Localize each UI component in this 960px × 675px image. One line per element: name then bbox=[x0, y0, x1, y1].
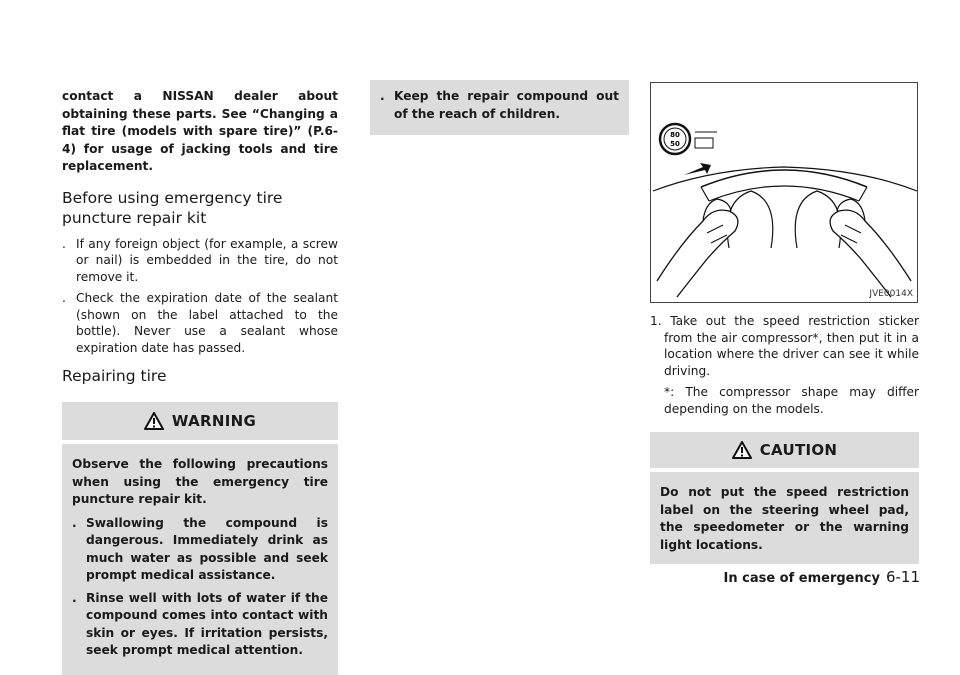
list-item: . Rinse well with lots of water if the compound comes into contact with skin or eyes. If irritation persists, seek prompt medical attention. bbox=[72, 590, 328, 657]
caution-title: CAUTION bbox=[759, 441, 838, 459]
sticker-speed-1: 80 bbox=[670, 131, 680, 139]
step-1: 1. Take out the speed restriction sticker from the air compressor*, then put it in a location where the driver can see it while driving. bbox=[650, 314, 919, 378]
list-item: . Keep the repair compound out of the reach of children. bbox=[380, 89, 619, 121]
sticker-speed-2: 50 bbox=[670, 140, 680, 148]
warning-lead: Observe the following precautions when using the emergency tire puncture repair kit. bbox=[72, 457, 328, 506]
illustration-drawing bbox=[651, 83, 917, 302]
caution-text: Do not put the speed restriction label on the steering wheel pad, the speedometer or the warning light locations. bbox=[660, 485, 909, 552]
warning-body bbox=[62, 444, 338, 675]
column-right bbox=[650, 313, 919, 564]
list-item: . If any foreign object (for example, a screw or nail) is embedded in the tire, do not remove it. bbox=[62, 236, 338, 284]
step-1-note: *: The compressor shape may differ depending on the models. bbox=[664, 385, 919, 416]
column-left bbox=[62, 0, 338, 675]
figure-code: JVE0014X bbox=[869, 289, 913, 299]
caution-header bbox=[650, 432, 919, 468]
list-item: . Check the expiration date of the sealant (shown on the label attached to the bottle). Never use a sealant whose expiration date has passed. bbox=[62, 291, 338, 355]
warning-icon bbox=[144, 412, 164, 430]
caution-body bbox=[650, 472, 919, 564]
warning-title: WARNING bbox=[171, 412, 257, 430]
section-heading-repairing-tire: Repairing tire bbox=[62, 367, 167, 385]
caution-icon bbox=[732, 441, 752, 459]
caution-box bbox=[650, 432, 919, 564]
steering-wheel-illustration bbox=[650, 82, 918, 303]
children-warning-list bbox=[380, 88, 619, 123]
page-footer bbox=[724, 568, 921, 586]
arrow-icon bbox=[684, 163, 711, 175]
warning-header bbox=[62, 402, 338, 440]
before-using-list bbox=[62, 236, 338, 357]
section-heading-before-using: Before using emergency tire puncture repair kit bbox=[62, 188, 283, 227]
list-item: . Swallowing the compound is dangerous. Immediately drink as much water as possible and seek prompt medical assistance. bbox=[72, 515, 328, 582]
children-warning-box bbox=[370, 80, 629, 135]
warning-box bbox=[62, 402, 338, 675]
footer-section: In case of emergency bbox=[723, 571, 880, 586]
intro-paragraph: contact a NISSAN dealer about obtaining these parts. See “Changing a flat tire (models with spare tire)” (P.6-4) for usage of jacking tools and tire replacement. bbox=[62, 89, 338, 173]
column-middle bbox=[370, 0, 629, 135]
warning-list bbox=[72, 515, 328, 660]
page-number: 6-11 bbox=[885, 568, 920, 586]
